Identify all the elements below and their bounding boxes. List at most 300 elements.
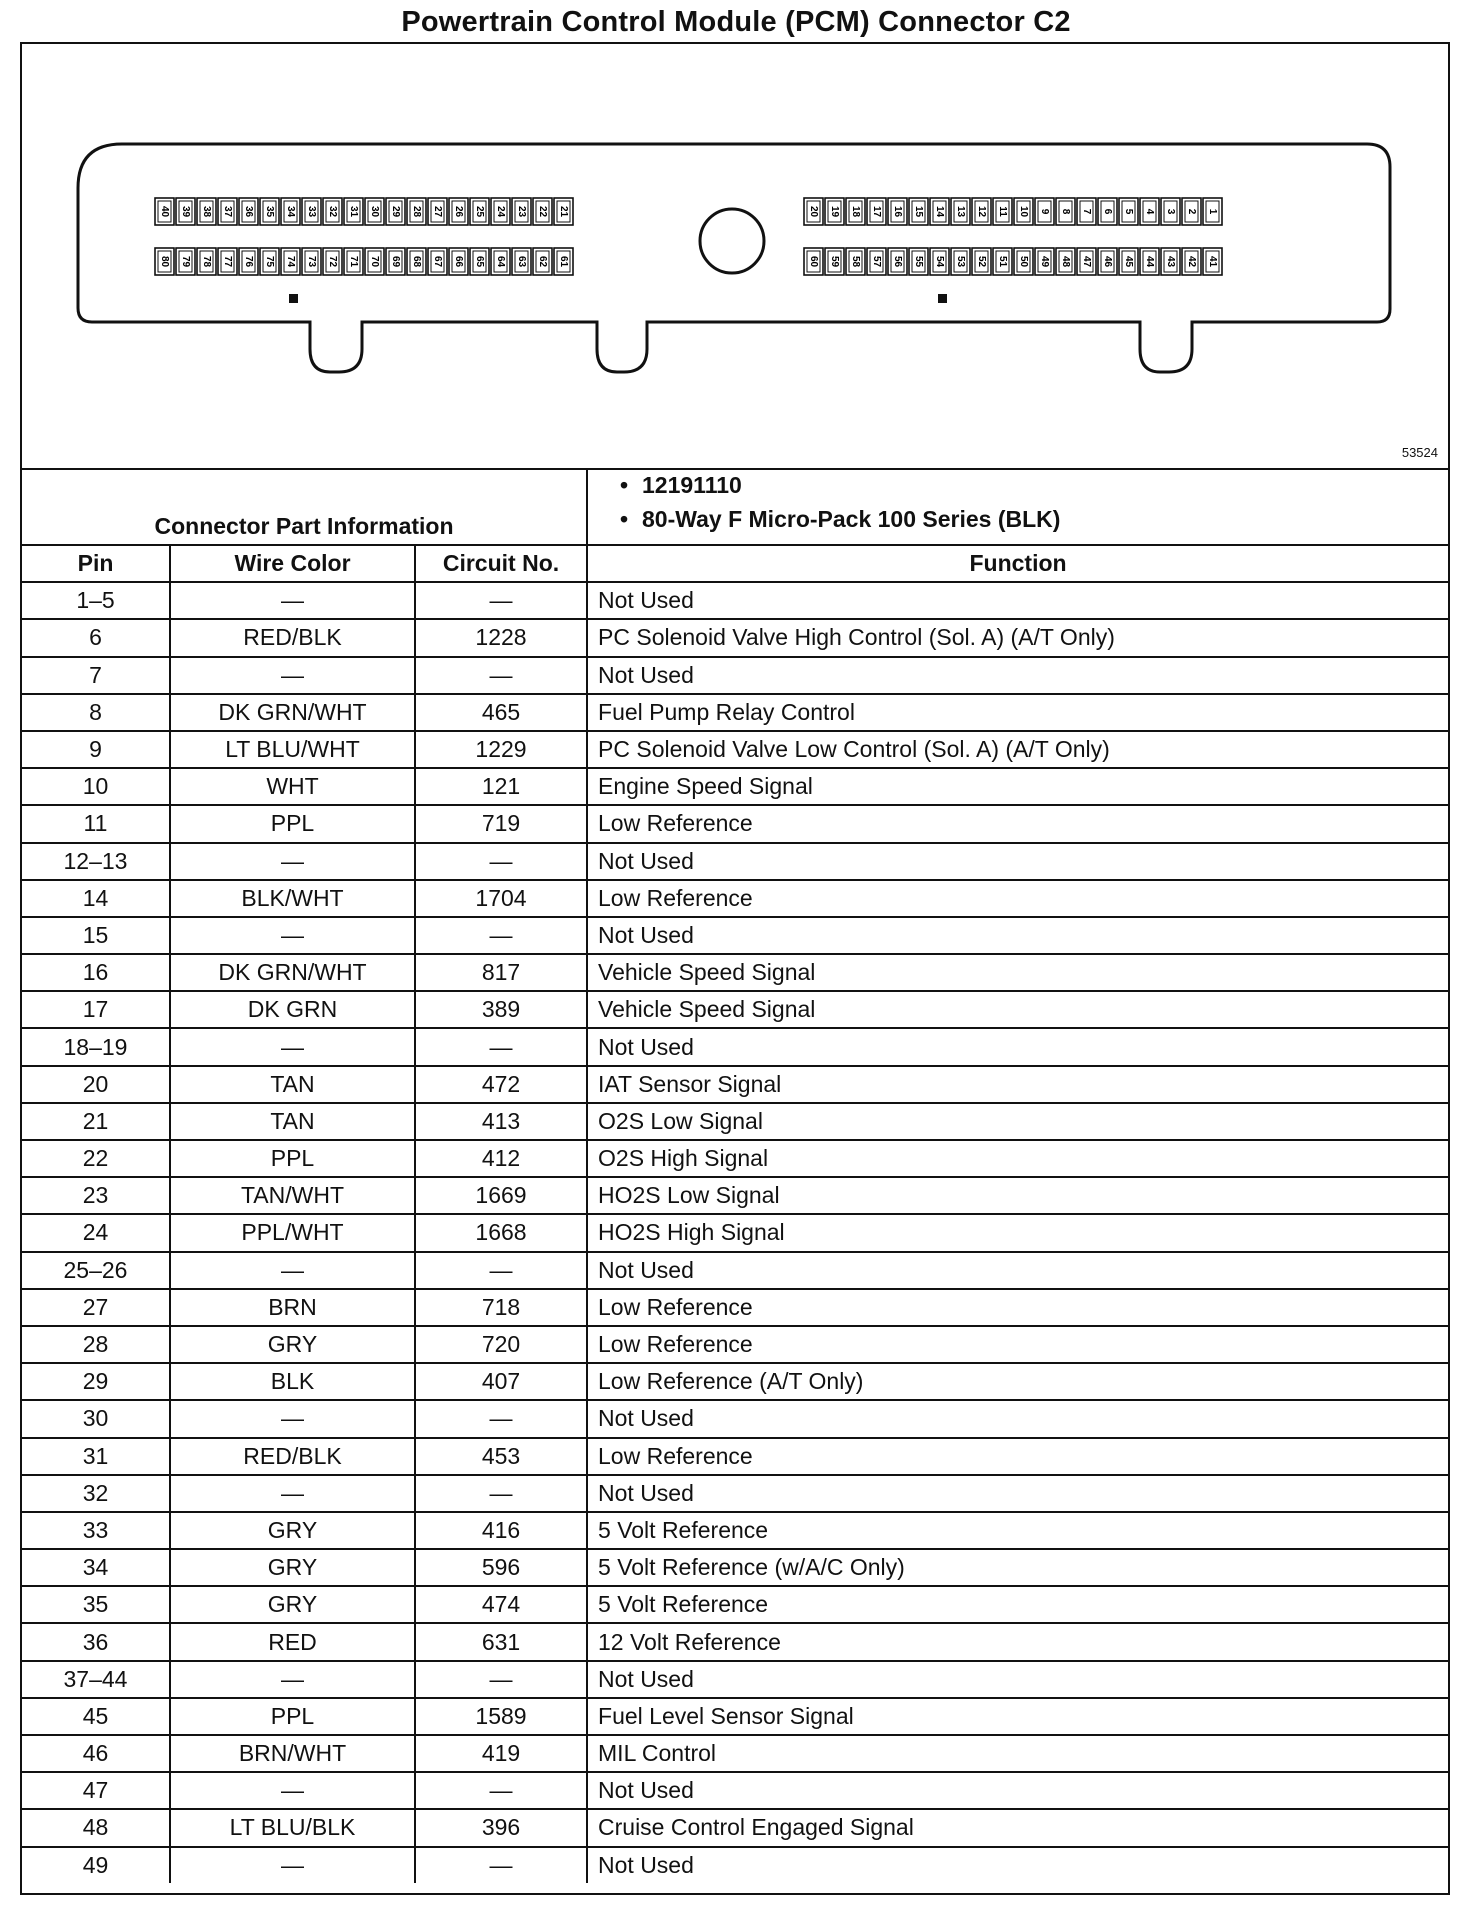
table-row <box>22 1512 1448 1549</box>
pin-cavity <box>1056 198 1075 225</box>
pin-cavity <box>909 248 928 275</box>
circuit-cell: 1704 <box>415 880 587 917</box>
table-row <box>22 917 1448 954</box>
pin-number-label: 29 <box>390 205 401 218</box>
wire-color-cell: PPL <box>170 1140 415 1177</box>
pin-number-label: 25 <box>474 205 485 218</box>
table-row <box>22 1214 1448 1251</box>
pin-cavity <box>930 248 949 275</box>
pin-number-label: 46 <box>1102 255 1113 268</box>
pin-cavity <box>449 198 468 225</box>
pin-cavity <box>407 248 426 275</box>
pin-number-label: 15 <box>913 205 924 218</box>
table-row <box>22 1809 1448 1846</box>
wire-color-cell: — <box>170 657 415 694</box>
wire-color-cell: BRN/WHT <box>170 1735 415 1772</box>
wire-color-cell: RED <box>170 1623 415 1660</box>
pin-cavity <box>470 198 489 225</box>
circuit-cell: 817 <box>415 954 587 991</box>
pin-number-label: 42 <box>1186 255 1197 268</box>
pin-number-label: 20 <box>808 205 819 218</box>
function-cell: PC Solenoid Valve High Control (Sol. A) (A/T Only) <box>587 619 1448 656</box>
pin-number-label: 27 <box>432 205 443 218</box>
pin-number-label: 11 <box>997 206 1008 217</box>
pin-cell: 49 <box>22 1847 170 1883</box>
pin-cavity <box>993 248 1012 275</box>
pin-number-label: 80 <box>159 255 170 268</box>
pin-cavity <box>197 248 216 275</box>
pin-cavity <box>1182 198 1201 225</box>
pin-cell: 21 <box>22 1103 170 1140</box>
pin-number-label: 13 <box>955 205 966 218</box>
table-row <box>22 768 1448 805</box>
pin-cavity <box>449 248 468 275</box>
pin-number-label: 44 <box>1144 255 1155 268</box>
pin-number-label: 36 <box>243 205 254 218</box>
wire-color-cell: BRN <box>170 1289 415 1326</box>
connector-document-frame <box>20 42 1450 1895</box>
table-row <box>22 1252 1448 1289</box>
function-cell: 12 Volt Reference <box>587 1623 1448 1660</box>
function-cell: Not Used <box>587 1028 1448 1065</box>
table-row <box>22 582 1448 619</box>
pin-cell: 6 <box>22 619 170 656</box>
connector-info-item: • 80-Way F Micro-Pack 100 Series (BLK) <box>620 506 1061 532</box>
wire-color-cell: RED/BLK <box>170 619 415 656</box>
wire-color-column-header: Wire Color <box>170 545 415 582</box>
pin-cavity <box>197 198 216 225</box>
pin-cell: 33 <box>22 1512 170 1549</box>
circuit-cell: — <box>415 1847 587 1883</box>
pin-number-label: 38 <box>201 205 212 218</box>
function-cell: Not Used <box>587 917 1448 954</box>
pin-marker-left <box>289 294 298 303</box>
pin-number-label: 21 <box>558 205 569 218</box>
pin-cavity <box>1098 198 1117 225</box>
pin-number-label: 10 <box>1018 205 1029 218</box>
wire-color-cell: — <box>170 1400 415 1437</box>
function-cell: Not Used <box>587 1847 1448 1883</box>
wire-color-cell: TAN <box>170 1066 415 1103</box>
pin-cell: 16 <box>22 954 170 991</box>
pin-number-label: 12 <box>976 205 987 218</box>
table-row <box>22 619 1448 656</box>
pin-cavity <box>930 198 949 225</box>
wire-color-cell: PPL <box>170 1698 415 1735</box>
pin-cavity <box>1119 198 1138 225</box>
table-row <box>22 1661 1448 1698</box>
pin-cavity <box>302 198 321 225</box>
function-cell: Fuel Level Sensor Signal <box>587 1698 1448 1735</box>
pin-number-label: 1 <box>1207 208 1218 215</box>
pin-number-label: 51 <box>997 255 1008 268</box>
pin-number-label: 68 <box>411 255 422 268</box>
pin-cavity <box>804 198 823 225</box>
pin-number-label: 61 <box>558 255 569 268</box>
pin-cavity <box>491 248 510 275</box>
pin-cavity <box>1119 248 1138 275</box>
circuit-cell: — <box>415 1772 587 1809</box>
table-row <box>22 1698 1448 1735</box>
wire-color-cell: LT BLU/WHT <box>170 731 415 768</box>
pin-cavity <box>218 248 237 275</box>
circuit-cell: 719 <box>415 805 587 842</box>
pin-number-label: 7 <box>1081 208 1092 215</box>
circuit-cell: 631 <box>415 1623 587 1660</box>
circuit-cell: — <box>415 1252 587 1289</box>
circuit-cell: — <box>415 1475 587 1512</box>
pin-number-label: 41 <box>1207 255 1218 268</box>
pin-cavity <box>1098 248 1117 275</box>
table-row <box>22 1400 1448 1437</box>
pin-cavity <box>281 198 300 225</box>
pin-number-label: 34 <box>285 205 296 218</box>
pin-cavity <box>1077 198 1096 225</box>
pin-number-label: 77 <box>222 255 233 268</box>
pin-cavity <box>218 198 237 225</box>
wire-color-cell: — <box>170 1661 415 1698</box>
pin-cavity <box>951 198 970 225</box>
pin-cavity <box>533 198 552 225</box>
circuit-cell: 1589 <box>415 1698 587 1735</box>
table-row <box>22 694 1448 731</box>
pin-number-label: 4 <box>1144 208 1155 215</box>
pin-number-label: 23 <box>516 205 527 218</box>
pin-cell: 10 <box>22 768 170 805</box>
pin-cavity <box>888 198 907 225</box>
function-cell: Not Used <box>587 1661 1448 1698</box>
function-cell: Not Used <box>587 657 1448 694</box>
pin-number-label: 16 <box>892 205 903 218</box>
pin-cavity <box>1140 248 1159 275</box>
pin-number-label: 17 <box>871 205 882 218</box>
wire-color-cell: DK GRN/WHT <box>170 954 415 991</box>
pin-number-label: 2 <box>1186 208 1197 215</box>
pin-cavity <box>512 198 531 225</box>
pin-cell: 24 <box>22 1214 170 1251</box>
pin-cavity <box>867 248 886 275</box>
pin-number-label: 6 <box>1102 208 1113 215</box>
pin-cavity <box>155 198 174 225</box>
pin-cell: 15 <box>22 917 170 954</box>
pin-number-label: 32 <box>327 205 338 218</box>
pin-cavity <box>407 198 426 225</box>
pin-cavity <box>1140 198 1159 225</box>
pin-cell: 9 <box>22 731 170 768</box>
pin-number-label: 64 <box>495 255 506 268</box>
pin-number-label: 70 <box>369 255 380 268</box>
pin-cell: 25–26 <box>22 1252 170 1289</box>
function-cell: Vehicle Speed Signal <box>587 991 1448 1028</box>
function-cell: Not Used <box>587 582 1448 619</box>
pin-number-label: 5 <box>1123 208 1134 215</box>
pin-cell: 34 <box>22 1549 170 1586</box>
pin-cell: 14 <box>22 880 170 917</box>
circuit-cell: — <box>415 1400 587 1437</box>
connector-info-list <box>587 468 1448 545</box>
wire-color-cell: — <box>170 843 415 880</box>
pin-number-label: 62 <box>537 255 548 268</box>
pin-number-label: 56 <box>892 255 903 268</box>
circuit-cell: 416 <box>415 1512 587 1549</box>
pin-cavity <box>888 248 907 275</box>
pin-cavity <box>1014 248 1033 275</box>
pin-cavity <box>951 248 970 275</box>
wire-color-cell: — <box>170 582 415 619</box>
function-cell: Low Reference <box>587 880 1448 917</box>
function-cell: Not Used <box>587 1772 1448 1809</box>
pin-number-label: 18 <box>850 205 861 218</box>
table-row <box>22 1363 1448 1400</box>
pin-cavity <box>323 248 342 275</box>
function-cell: Not Used <box>587 1252 1448 1289</box>
pin-cell: 1–5 <box>22 582 170 619</box>
pin-cell: 27 <box>22 1289 170 1326</box>
circuit-cell: 1668 <box>415 1214 587 1251</box>
table-row <box>22 1326 1448 1363</box>
table-row <box>22 1103 1448 1140</box>
function-cell: Low Reference <box>587 1438 1448 1475</box>
pin-cavity <box>344 198 363 225</box>
function-cell: Cruise Control Engaged Signal <box>587 1809 1448 1846</box>
function-cell: HO2S Low Signal <box>587 1177 1448 1214</box>
pin-cavity <box>972 248 991 275</box>
pin-cavity <box>239 248 258 275</box>
table-row <box>22 805 1448 842</box>
figure-id-label: 53524 <box>1401 445 1438 460</box>
pin-cavity <box>993 198 1012 225</box>
function-cell: MIL Control <box>587 1735 1448 1772</box>
circuit-cell: 596 <box>415 1549 587 1586</box>
wire-color-cell: PPL/WHT <box>170 1214 415 1251</box>
pin-cell: 23 <box>22 1177 170 1214</box>
pin-number-label: 74 <box>285 255 296 268</box>
table-row <box>22 954 1448 991</box>
function-cell: PC Solenoid Valve Low Control (Sol. A) (A/T Only) <box>587 731 1448 768</box>
function-column-header: Function <box>587 545 1448 582</box>
table-row <box>22 1438 1448 1475</box>
wire-color-cell: — <box>170 1847 415 1883</box>
wire-color-cell: TAN <box>170 1103 415 1140</box>
pin-cavity <box>176 198 195 225</box>
function-cell: Not Used <box>587 843 1448 880</box>
wire-color-cell: — <box>170 1028 415 1065</box>
pin-cavity <box>260 248 279 275</box>
pin-cell: 36 <box>22 1623 170 1660</box>
wire-color-cell: GRY <box>170 1512 415 1549</box>
circuit-cell: 465 <box>415 694 587 731</box>
pin-number-label: 78 <box>201 255 212 268</box>
pin-cell: 11 <box>22 805 170 842</box>
pin-number-label: 37 <box>222 205 233 218</box>
circuit-cell: 472 <box>415 1066 587 1103</box>
circuit-cell: 1228 <box>415 619 587 656</box>
pin-cavity <box>804 248 823 275</box>
table-row <box>22 1772 1448 1809</box>
pin-cavity <box>302 248 321 275</box>
wire-color-cell: BLK <box>170 1363 415 1400</box>
pin-number-label: 19 <box>829 205 840 218</box>
pin-number-label: 53 <box>955 255 966 268</box>
function-cell: 5 Volt Reference <box>587 1512 1448 1549</box>
wire-color-cell: RED/BLK <box>170 1438 415 1475</box>
circuit-cell: — <box>415 582 587 619</box>
circuit-column-header: Circuit No. <box>415 545 587 582</box>
pin-number-label: 75 <box>264 255 275 268</box>
pin-cavity <box>1014 198 1033 225</box>
pin-cell: 31 <box>22 1438 170 1475</box>
function-cell: Low Reference <box>587 1289 1448 1326</box>
wire-color-cell: PPL <box>170 805 415 842</box>
pin-number-label: 72 <box>327 255 338 268</box>
pin-cavity <box>825 198 844 225</box>
pin-number-label: 52 <box>976 255 987 268</box>
pin-number-label: 65 <box>474 255 485 268</box>
pin-number-label: 26 <box>453 205 464 218</box>
table-row <box>22 1847 1448 1883</box>
pin-cell: 37–44 <box>22 1661 170 1698</box>
pin-cavity <box>428 198 447 225</box>
pin-number-label: 71 <box>348 255 359 268</box>
connector-info-item: • 12191110 <box>620 472 742 498</box>
pin-cavity <box>176 248 195 275</box>
circuit-cell: — <box>415 917 587 954</box>
pin-cavity <box>491 198 510 225</box>
circuit-cell: 419 <box>415 1735 587 1772</box>
pin-marker-right <box>938 294 947 303</box>
table-row <box>22 657 1448 694</box>
function-cell: Vehicle Speed Signal <box>587 954 1448 991</box>
pin-cavity <box>1161 248 1180 275</box>
keying-hole <box>700 209 764 273</box>
pin-cell: 30 <box>22 1400 170 1437</box>
pin-cell: 48 <box>22 1809 170 1846</box>
pin-cell: 32 <box>22 1475 170 1512</box>
pin-number-label: 45 <box>1123 255 1134 268</box>
pin-cell: 22 <box>22 1140 170 1177</box>
pin-cavity <box>428 248 447 275</box>
pin-number-label: 59 <box>829 255 840 268</box>
function-cell: 5 Volt Reference <box>587 1586 1448 1623</box>
pin-cavity <box>909 198 928 225</box>
table-row <box>22 1735 1448 1772</box>
table-row <box>22 1475 1448 1512</box>
pin-number-label: 57 <box>871 255 882 268</box>
pin-cavity <box>1077 248 1096 275</box>
pin-cell: 45 <box>22 1698 170 1735</box>
wire-color-cell: GRY <box>170 1549 415 1586</box>
pin-cavity <box>825 248 844 275</box>
function-cell: Not Used <box>587 1400 1448 1437</box>
pin-cavity <box>470 248 489 275</box>
pin-cell: 12–13 <box>22 843 170 880</box>
pin-cavity <box>846 248 865 275</box>
pin-cavity <box>365 198 384 225</box>
table-row <box>22 1140 1448 1177</box>
pin-cavities <box>155 198 1222 275</box>
pin-table <box>22 468 1448 1883</box>
circuit-cell: — <box>415 657 587 694</box>
pin-cavity <box>386 248 405 275</box>
page-title: Powertrain Control Module (PCM) Connector C2 <box>401 6 1071 38</box>
circuit-cell: 389 <box>415 991 587 1028</box>
pin-cavity <box>155 248 174 275</box>
pin-number-label: 31 <box>348 205 359 218</box>
pin-number-label: 50 <box>1018 255 1029 268</box>
function-cell: Not Used <box>587 1475 1448 1512</box>
circuit-cell: 718 <box>415 1289 587 1326</box>
pin-number-label: 30 <box>369 205 380 218</box>
pin-cavity <box>281 248 300 275</box>
pin-cavity <box>867 198 886 225</box>
pin-number-label: 33 <box>306 205 317 218</box>
pin-number-label: 8 <box>1060 208 1071 215</box>
wire-color-cell: GRY <box>170 1586 415 1623</box>
connector-info-header: Connector Part Information <box>22 468 587 545</box>
pin-cavity <box>1203 248 1222 275</box>
pin-number-label: 66 <box>453 255 464 268</box>
pin-cell: 20 <box>22 1066 170 1103</box>
connector-info-row <box>22 468 1448 545</box>
wire-color-cell: — <box>170 1475 415 1512</box>
circuit-cell: 396 <box>415 1809 587 1846</box>
table-row <box>22 1289 1448 1326</box>
circuit-cell: 407 <box>415 1363 587 1400</box>
pin-cell: 35 <box>22 1586 170 1623</box>
table-row <box>22 1623 1448 1660</box>
table-row <box>22 991 1448 1028</box>
wire-color-cell: WHT <box>170 768 415 805</box>
function-cell: HO2S High Signal <box>587 1214 1448 1251</box>
pin-cavity <box>512 248 531 275</box>
pin-number-label: 60 <box>808 255 819 268</box>
circuit-cell: 474 <box>415 1586 587 1623</box>
pin-cavity <box>260 198 279 225</box>
pin-cavity <box>386 198 405 225</box>
circuit-cell: — <box>415 1661 587 1698</box>
wire-color-cell: DK GRN <box>170 991 415 1028</box>
wire-color-cell: — <box>170 1772 415 1809</box>
wire-color-cell: — <box>170 1252 415 1289</box>
circuit-cell: 121 <box>415 768 587 805</box>
pin-cell: 18–19 <box>22 1028 170 1065</box>
function-cell: 5 Volt Reference (w/A/C Only) <box>587 1549 1448 1586</box>
pin-number-label: 47 <box>1081 255 1092 268</box>
wire-color-cell: TAN/WHT <box>170 1177 415 1214</box>
pin-cavity <box>1203 198 1222 225</box>
pin-number-label: 73 <box>306 255 317 268</box>
table-row <box>22 1028 1448 1065</box>
pin-number-label: 48 <box>1060 255 1071 268</box>
function-cell: Engine Speed Signal <box>587 768 1448 805</box>
function-cell: Fuel Pump Relay Control <box>587 694 1448 731</box>
pin-number-label: 35 <box>264 205 275 218</box>
table-header-row <box>22 545 1448 582</box>
table-row <box>22 1586 1448 1623</box>
pin-cavity <box>344 248 363 275</box>
pin-cavity <box>846 198 865 225</box>
pin-number-label: 40 <box>159 205 170 218</box>
connector-figure <box>22 44 1448 470</box>
pin-number-label: 67 <box>432 255 443 268</box>
pin-cavity <box>323 198 342 225</box>
pin-number-label: 76 <box>243 255 254 268</box>
circuit-cell: 1669 <box>415 1177 587 1214</box>
function-cell: Low Reference (A/T Only) <box>587 1363 1448 1400</box>
pin-cavity <box>533 248 552 275</box>
circuit-cell: 413 <box>415 1103 587 1140</box>
pin-number-label: 24 <box>495 205 506 218</box>
